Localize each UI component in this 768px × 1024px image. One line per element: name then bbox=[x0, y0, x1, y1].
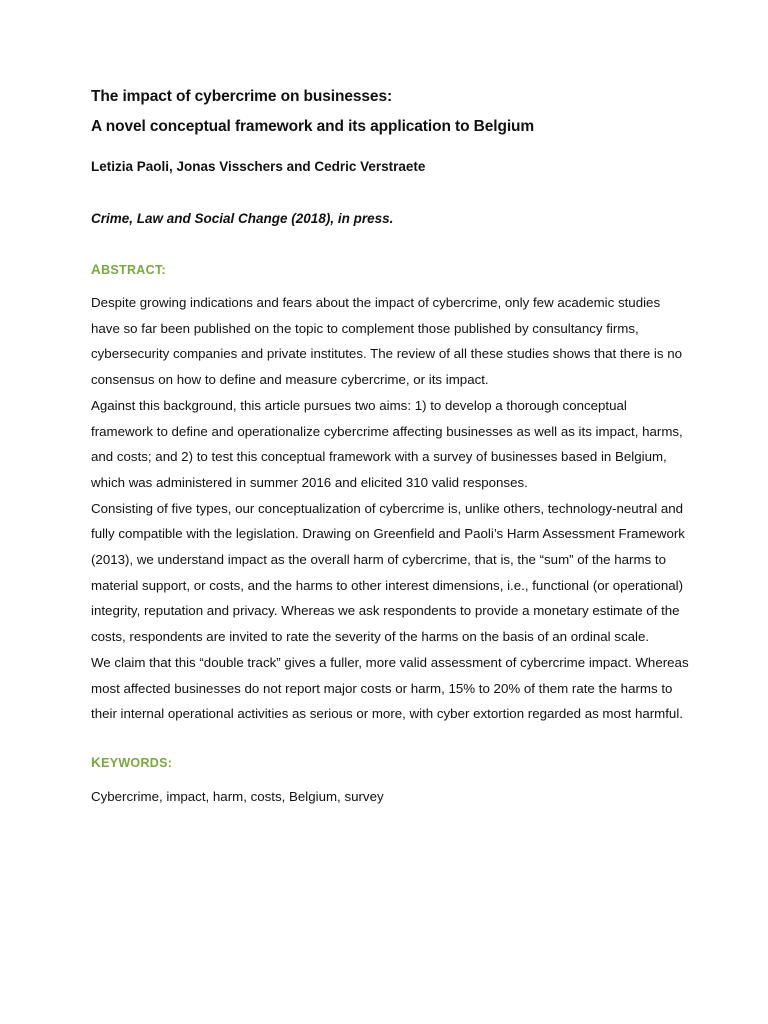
abstract-heading bbox=[91, 261, 691, 279]
abstract-body bbox=[91, 290, 691, 727]
abstract-heading-rest: BSTRACT: bbox=[101, 263, 166, 277]
paper-subtitle: A novel conceptual framework and its application to Belgium bbox=[91, 118, 535, 135]
keywords-heading bbox=[91, 754, 691, 772]
keywords-heading-initial: K bbox=[91, 754, 102, 770]
keywords-list: Cybercrime, impact, harm, costs, Belgium, survey bbox=[91, 788, 384, 804]
journal-citation: Crime, Law and Social Change (2018), in press. bbox=[91, 211, 394, 226]
paper-title: The impact of cybercrime on businesses: bbox=[91, 88, 393, 105]
abstract-paragraph: Against this background, this article pursues two aims: 1) to develop a thorough conceptual framework to define and operationalize cybercrime affecting businesses as well as its impact, harms, and costs; and 2) to test this conceptual framework with a survey of businesses based in Belgium, which was administered in summer 2016 and elicited 310 valid responses. bbox=[91, 397, 683, 490]
paper-page bbox=[91, 86, 691, 806]
abstract-paragraph: We claim that this “double track” gives a fuller, more valid assessment of cybercrime impact. Whereas most affected businesses do not report major costs or harm, 15% to 20% of them rate the harms to their internal operational activities as serious or more, with cyber extortion regarded as most harmful. bbox=[91, 654, 689, 722]
paper-authors: Letizia Paoli, Jonas Visschers and Cedric Verstraete bbox=[91, 159, 426, 174]
keywords-heading-rest: EYWORDS: bbox=[101, 755, 173, 770]
abstract-paragraph: Despite growing indications and fears about the impact of cybercrime, only few academic studies have so far been published on the topic to complement those published by consultancy firms, cybersecurity companies and private institutes. The review of all these studies shows that there is no consensus on how to define and measure cybercrime, or its impact. bbox=[91, 295, 683, 388]
abstract-paragraph: Consisting of five types, our conceptualization of cybercrime is, unlike others, technology-neutral and fully compatible with the legislation. Drawing on Greenfield and Paoli’s Harm Assessment Framework (2013), we understand impact as the overall harm of cybercrime, that is, the “sum” of the harms to material support, or costs, and the harms to other interest dimensions, i.e., functional (or operational) integrity, reputation and privacy. Whereas we ask respondents to provide a monetary estimate of the costs, respondents are invited to rate the severity of the harms on the basis of an ordinal scale. bbox=[91, 500, 685, 645]
abstract-heading-initial: A bbox=[91, 262, 102, 277]
